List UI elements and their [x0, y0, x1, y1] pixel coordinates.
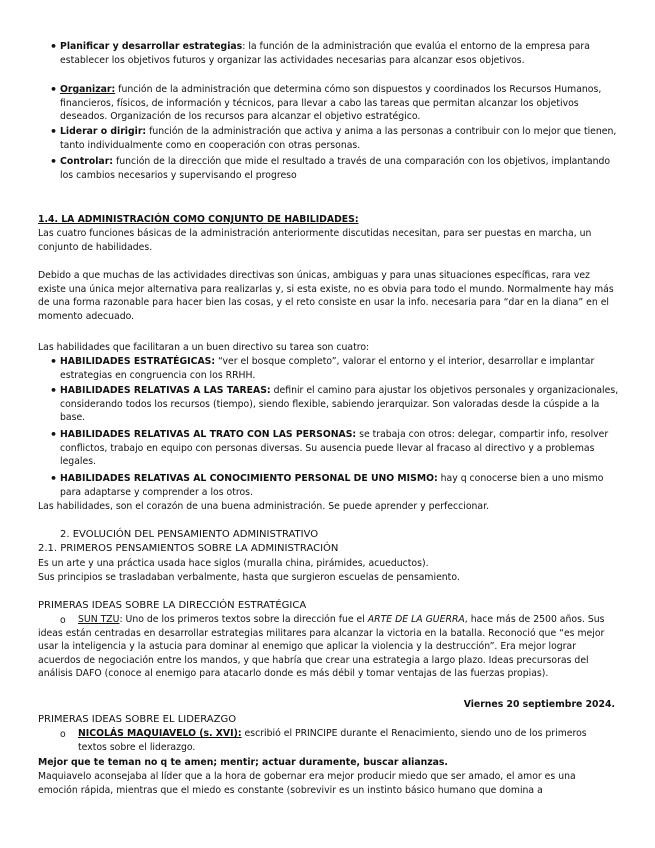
- paragraph: Maquiavelo aconsejaba al líder que a la hora de gobernar era mejor producir miedo que ser amado, el amor es una emoción rápida, mientras que el miedo es constante (sobrevivir es un instinto básico humano que domina a: [38, 771, 576, 796]
- paragraph: Es un arte y una práctica usada hace siglos (muralla china, pirámides, acueductos).: [38, 558, 429, 569]
- suntzu-paragraph: o SUN TZU: Uno de los primeros textos sobre la dirección fue el ARTE DE LA GUERRA, hace más de 2500 años. Sus ideas están centradas en desarrollar estrategias militares para alcanzar la victoria en la batalla. Reconoció que “es mejor usar la inteligencia y la astucia para dominar al enemigo que aplicar la violencia y la destrucción”. Era mejor lograr acuerdos de negociación entre los mandos, y que habría que crear una estrategia a largo plazo. Ideas precursoras del análisis DAFO (conoce al enemigo para atacarlo donde es más débil y tomar ventajas de las fuerzas propias).: [38, 613, 616, 681]
- paragraph: Sus principios se trasladaban verbalmente, hasta que surgieron escuelas de pensamiento.: [38, 572, 460, 583]
- function-item: • Organizar: función de la administración que determina cómo son dispuestos y coordinados los Recursos Humanos, financieros, físicos, de información y técnicos, para llevar a cabo las tareas que permitan alcanzar los objetivos deseados. Organización de los recursos para alcanzar el objetivo estratégico.: [60, 83, 620, 124]
- subsection-heading: 2.1. PRIMEROS PENSAMIENTOS SOBRE LA ADMINISTRACIÓN: [38, 543, 339, 554]
- paragraph: Las cuatro funciones básicas de la administración anteriormente discutidas necesitan, para ser puestas en marcha, un conjunto de habilidades.: [38, 228, 592, 253]
- skill-term: HABILIDADES RELATIVAS AL TRATO CON LAS PERSONAS:: [60, 429, 357, 440]
- function-item: • Controlar: función de la dirección que mide el resultado a través de una comparación con los objetivos, implantando los cambios necesarios y supervisando el progreso: [60, 155, 620, 182]
- date-line: Viernes 20 septiembre 2024.: [463, 699, 615, 710]
- paragraph: Las habilidades que facilitaran a un buen directivo su tarea son cuatro:: [38, 342, 370, 353]
- function-term: Controlar:: [60, 156, 114, 167]
- function-term: Liderar o dirigir:: [60, 126, 147, 137]
- function-item: • Planificar y desarrollar estrategias: la función de la administración que evalúa el entorno de la empresa para establecer los objetivos futuros y organizar las actividades necesarias para alcanzar esos objetivos.: [60, 40, 620, 67]
- quote-line: Mejor que te teman no q te amen; mentir; actuar duramente, buscar alianzas.: [38, 757, 448, 768]
- skill-term: HABILIDADES ESTRATÉGICAS:: [60, 356, 216, 367]
- skill-item: • HABILIDADES RELATIVAS AL CONOCIMIENTO PERSONAL DE UNO MISMO: hay q conocerse bien a uno mismo para adaptarse y comprender a los otros.: [60, 472, 620, 499]
- book-title: ARTE DE LA GUERRA: [367, 614, 465, 625]
- subsection-heading: PRIMERAS IDEAS SOBRE LA DIRECCIÓN ESTRATÉGICA: [38, 600, 307, 611]
- skill-term: HABILIDADES RELATIVAS AL CONOCIMIENTO PERSONAL DE UNO MISMO:: [60, 473, 438, 484]
- function-term: Planificar y desarrollar estrategias: [60, 41, 243, 52]
- paragraph: Debido a que muchas de las actividades directivas son únicas, ambiguas y para unas situaciones específicas, rara vez existe una única mejor alternativa para realizarlas y, si esta existe, no es obvia para todo el mundo. Normalmente hay más de una forma razonable para hacer bien las cosas, y el reto consiste en usar la info. necesaria para “dar en la diana” en el momento adecuado.: [38, 270, 614, 322]
- skill-item: • HABILIDADES RELATIVAS AL TRATO CON LAS PERSONAS: se trabaja con otros: delegar, compartir info, resolver conflictos, trabajo en equipo con personas diversas. Su ausencia puede llevar al fracaso al directivo y a problemas legales.: [60, 428, 620, 469]
- section-heading: 2. EVOLUCIÓN DEL PENSAMIENTO ADMINISTRATIVO: [60, 529, 319, 540]
- function-term: Organizar:: [60, 84, 116, 95]
- skill-term: HABILIDADES RELATIVAS A LAS TAREAS:: [60, 385, 271, 396]
- maquiavelo-name: NICOLÁS MAQUIAVELO (s. XVI):: [78, 728, 242, 739]
- suntzu-name: SUN TZU: [78, 614, 120, 625]
- function-item: • Liderar o dirigir: función de la administración que activa y anima a las personas a contribuir con lo mejor que tienen, tanto individualmente como en cooperación con otras personas.: [60, 125, 620, 152]
- maquiavelo-item: o NICOLÁS MAQUIAVELO (s. XVI): escribió el PRINCIPE durante el Renacimiento, siendo uno de los primeros textos sobre el liderazgo.: [78, 727, 616, 754]
- subsection-heading: PRIMERAS IDEAS SOBRE EL LIDERAZGO: [38, 714, 237, 725]
- paragraph: Las habilidades, son el corazón de una buena administración. Se puede aprender y perfeccionar.: [38, 501, 490, 512]
- skill-item: • HABILIDADES ESTRATÉGICAS: “ver el bosque completo”, valorar el entorno y el interior, desarrollar e implantar estrategias en congruencia con los RRHH.: [60, 355, 620, 382]
- section-heading: 1.4. LA ADMINISTRACIÓN COMO CONJUNTO DE HABILIDADES:: [38, 214, 359, 225]
- skill-item: • HABILIDADES RELATIVAS A LAS TAREAS: definir el camino para ajustar los objetivos personales y organizacionales, considerando todos los recursos (tiempo), siendo flexible, sabiendo jerarquizar. Son valoradas desde la cúspide a la base.: [60, 384, 620, 425]
